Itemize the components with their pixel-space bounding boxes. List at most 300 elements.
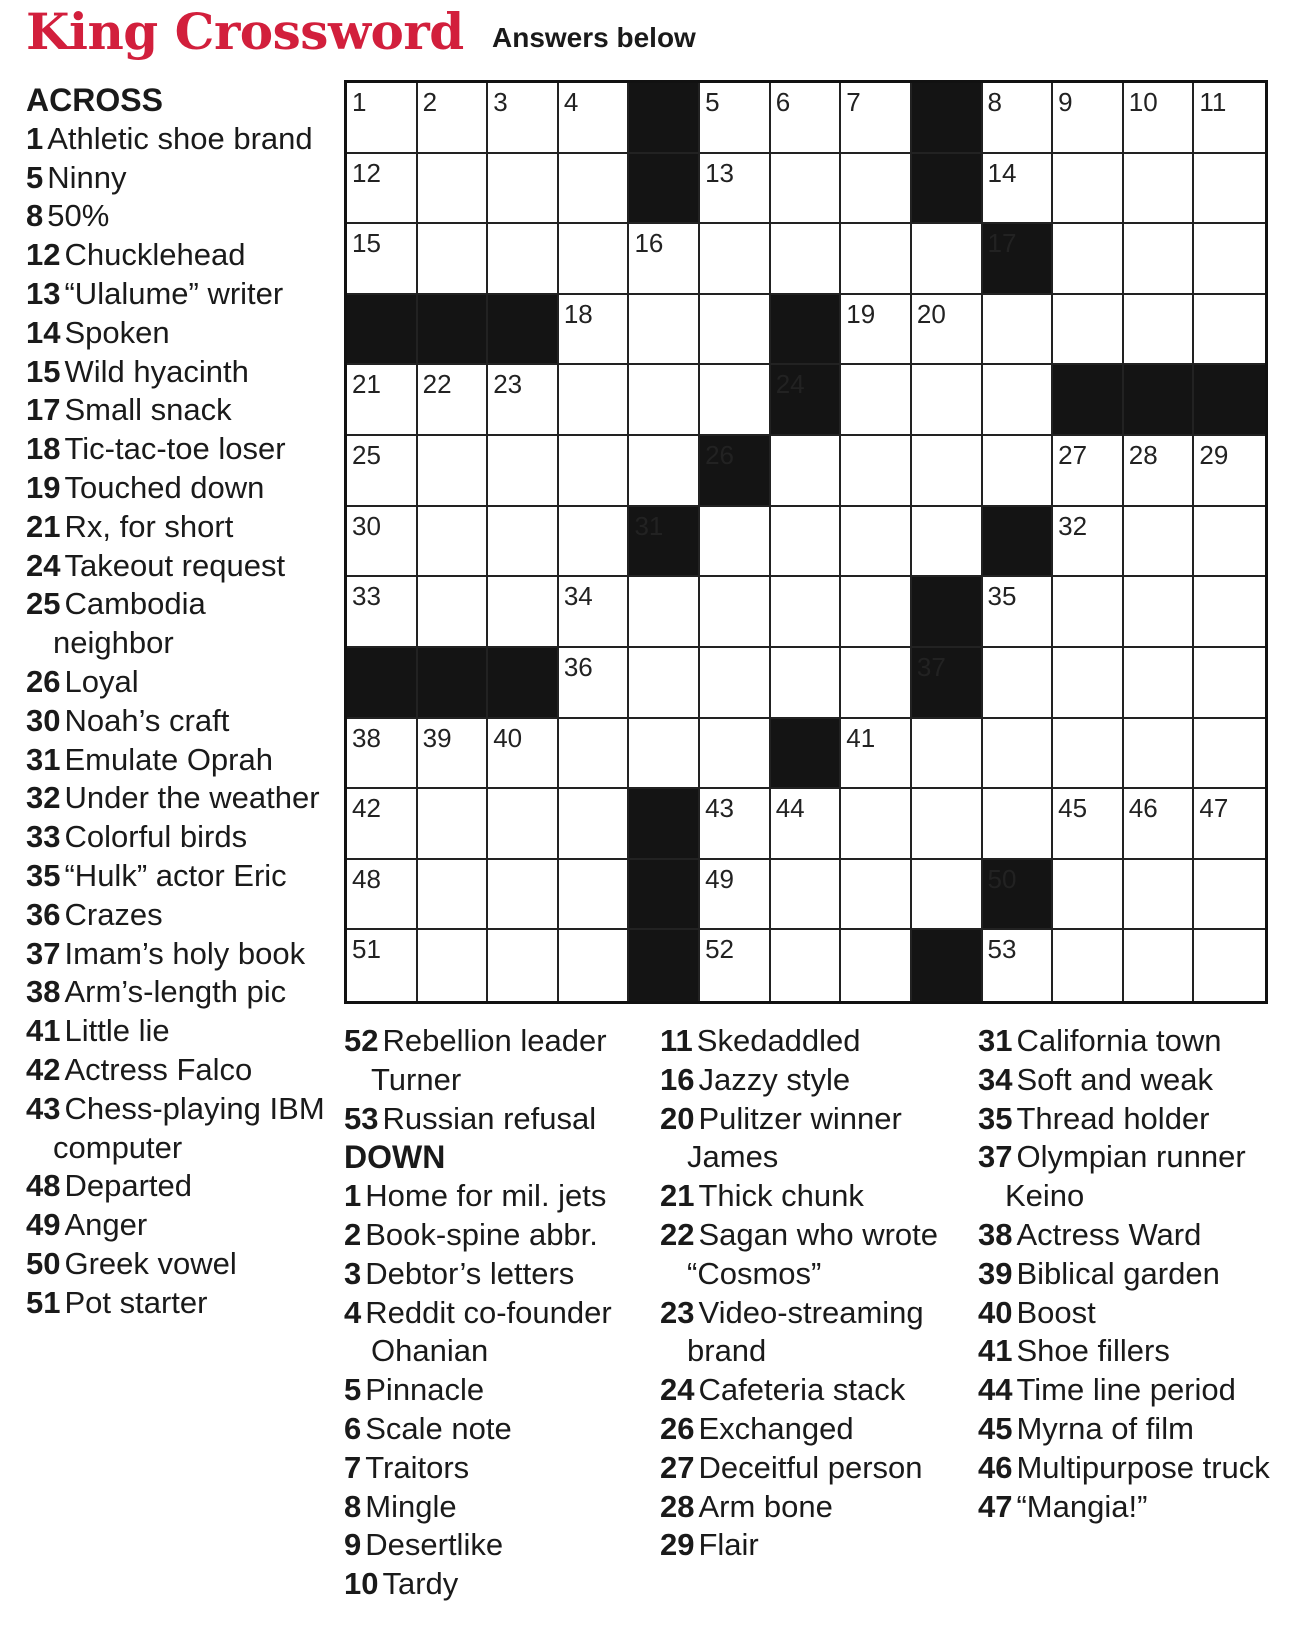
clue-text: Emulate Oprah	[64, 741, 273, 777]
clue-number: 11	[660, 1023, 693, 1058]
grid-cell[interactable]	[771, 436, 842, 507]
clue-number: 50	[26, 1245, 61, 1281]
clue-number: 10	[344, 1566, 379, 1602]
clue-item	[26, 430, 326, 469]
clue-item	[344, 1177, 644, 1216]
grid-cell[interactable]	[347, 83, 418, 154]
cell-number: 35	[987, 581, 1017, 612]
clue-item	[26, 896, 326, 935]
grid-cell[interactable]	[629, 436, 700, 507]
clue-number: 47	[978, 1488, 1013, 1524]
grid-cell[interactable]	[347, 224, 418, 295]
black-square	[983, 224, 1054, 295]
grid-cell[interactable]	[1194, 719, 1265, 790]
grid-cell[interactable]	[418, 224, 489, 295]
grid-cell[interactable]	[418, 719, 489, 790]
clue-column-3	[660, 1022, 960, 1565]
black-square	[771, 719, 842, 790]
clue-text: Jazzy style	[698, 1061, 851, 1097]
grid-cell[interactable]	[1053, 436, 1124, 507]
clue-item	[26, 779, 326, 818]
grid-cell[interactable]	[1124, 577, 1195, 648]
cell-number: 26	[705, 440, 734, 471]
cell-number: 33	[352, 581, 381, 612]
clue-number: 31	[26, 741, 61, 777]
grid-cell[interactable]	[347, 789, 418, 860]
cell-number: 31	[634, 510, 664, 541]
clue-number: 27	[660, 1449, 695, 1485]
clue-number: 45	[978, 1410, 1013, 1446]
black-square	[700, 436, 771, 507]
grid-cell[interactable]	[771, 507, 842, 578]
clue-item	[26, 1051, 326, 1090]
grid-cell[interactable]	[559, 507, 630, 578]
clue-item	[26, 1167, 326, 1206]
grid-cell[interactable]	[771, 648, 842, 719]
clue-number: 23	[660, 1294, 695, 1330]
clue-item	[660, 1294, 960, 1372]
grid-cell[interactable]	[1053, 648, 1124, 719]
cell-number: 32	[1058, 510, 1088, 541]
clue-item	[26, 353, 326, 392]
grid-cell[interactable]	[629, 719, 700, 790]
grid-cell[interactable]	[700, 365, 771, 436]
grid-cell[interactable]	[912, 507, 983, 578]
grid-cell[interactable]	[418, 930, 489, 1001]
clue-item	[26, 857, 326, 896]
grid-cell[interactable]	[559, 154, 630, 225]
clue-text: Imam’s holy book	[64, 935, 306, 971]
grid-cell[interactable]	[1124, 789, 1195, 860]
grid-cell[interactable]	[1194, 930, 1265, 1001]
black-square	[983, 860, 1054, 931]
grid-cell[interactable]	[841, 507, 912, 578]
clue-item	[344, 1255, 644, 1294]
cell-number: 15	[352, 228, 381, 259]
grid-cell[interactable]	[347, 507, 418, 578]
cell-number: 27	[1058, 440, 1088, 471]
clue-text: Video-streaming brand	[687, 1294, 924, 1369]
cell-number: 41	[846, 722, 876, 753]
clue-text: Biblical garden	[1016, 1255, 1220, 1291]
clue-item	[26, 1012, 326, 1051]
grid-cell[interactable]	[418, 365, 489, 436]
grid-cell[interactable]	[841, 295, 912, 366]
clue-item	[26, 469, 326, 508]
grid-cell[interactable]	[629, 577, 700, 648]
cell-number: 9	[1058, 87, 1073, 117]
grid-cell[interactable]	[1124, 719, 1195, 790]
cell-number: 43	[705, 793, 734, 824]
grid-cell[interactable]	[912, 719, 983, 790]
grid-cell[interactable]	[418, 860, 489, 931]
clue-item	[344, 1410, 644, 1449]
grid-cell[interactable]	[841, 648, 912, 719]
grid-cell[interactable]	[1194, 789, 1265, 860]
grid-cell[interactable]	[488, 719, 559, 790]
clue-text: Home for mil. jets	[365, 1178, 607, 1214]
clue-text: Small snack	[64, 392, 232, 428]
clue-item	[978, 1332, 1298, 1371]
grid-cell[interactable]	[841, 789, 912, 860]
clue-item	[26, 818, 326, 857]
black-square	[347, 648, 418, 719]
clue-item	[978, 1488, 1298, 1527]
grid-cell[interactable]	[1194, 436, 1265, 507]
grid-cell[interactable]	[1194, 577, 1265, 648]
clue-item	[26, 702, 326, 741]
grid-cell[interactable]	[983, 930, 1054, 1001]
grid-cell[interactable]	[983, 577, 1054, 648]
grid-cell[interactable]	[700, 83, 771, 154]
clue-text: Loyal	[64, 663, 139, 699]
grid-cell[interactable]	[488, 154, 559, 225]
clue-text: Sagan who wrote “Cosmos”	[687, 1216, 939, 1291]
clue-text: Under the weather	[64, 780, 320, 816]
black-square	[488, 648, 559, 719]
clue-number: 14	[26, 314, 61, 350]
clue-number: 37	[26, 935, 61, 971]
grid-cell[interactable]	[1124, 154, 1195, 225]
grid-cell[interactable]	[629, 224, 700, 295]
grid-cell[interactable]	[912, 436, 983, 507]
clue-number: 19	[26, 469, 61, 505]
grid-cell[interactable]	[1124, 224, 1195, 295]
grid-cell[interactable]	[841, 577, 912, 648]
grid-cell[interactable]	[912, 295, 983, 366]
grid-cell[interactable]	[771, 789, 842, 860]
grid-cell[interactable]	[771, 930, 842, 1001]
clue-text: Little lie	[64, 1013, 170, 1049]
clue-text: Desertlike	[365, 1527, 504, 1563]
grid-cell[interactable]	[1053, 507, 1124, 578]
grid-cell[interactable]	[771, 860, 842, 931]
clue-item	[660, 1526, 960, 1565]
grid-cell[interactable]	[771, 154, 842, 225]
cell-number: 22	[422, 369, 452, 400]
clue-number: 26	[26, 663, 61, 699]
grid-cell[interactable]	[912, 365, 983, 436]
grid-cell[interactable]	[1053, 930, 1124, 1001]
grid-cell[interactable]	[700, 295, 771, 366]
clue-number: 9	[344, 1527, 362, 1563]
grid-cell[interactable]	[629, 648, 700, 719]
cell-number: 29	[1199, 440, 1229, 471]
clue-text: 50%	[47, 198, 110, 234]
grid-cell[interactable]	[1194, 507, 1265, 578]
clue-item	[26, 547, 326, 586]
grid-cell[interactable]	[1124, 295, 1195, 366]
grid-cell[interactable]	[418, 83, 489, 154]
grid-cell[interactable]	[1194, 860, 1265, 931]
black-square	[912, 930, 983, 1001]
grid-cell[interactable]	[841, 83, 912, 154]
grid-cell[interactable]	[1124, 648, 1195, 719]
grid-cell[interactable]	[983, 295, 1054, 366]
clue-item	[26, 1284, 326, 1323]
clue-item	[660, 1449, 960, 1488]
grid-cell[interactable]	[559, 365, 630, 436]
black-square	[912, 577, 983, 648]
cell-number: 13	[705, 157, 734, 188]
grid-cell[interactable]	[841, 436, 912, 507]
grid-cell[interactable]	[488, 436, 559, 507]
grid-cell[interactable]	[1053, 860, 1124, 931]
cell-number: 42	[352, 793, 381, 824]
clue-text: Multipurpose truck	[1016, 1449, 1270, 1485]
clue-number: 8	[26, 198, 44, 234]
clue-item	[26, 314, 326, 353]
clue-text: Pulitzer winner James	[687, 1100, 902, 1175]
clue-text: Takeout request	[64, 547, 286, 583]
grid-cell[interactable]	[559, 648, 630, 719]
clue-text: Touched down	[64, 469, 265, 505]
clue-item	[26, 159, 326, 198]
clue-text: Book-spine abbr.	[365, 1216, 598, 1252]
grid-cell[interactable]	[1053, 154, 1124, 225]
clue-text: Debtor’s letters	[365, 1255, 575, 1291]
clue-item	[978, 1022, 1298, 1061]
grid-cell[interactable]	[488, 365, 559, 436]
grid-cell[interactable]	[1053, 719, 1124, 790]
clue-number: 33	[26, 819, 61, 855]
grid-cell[interactable]	[347, 577, 418, 648]
grid-cell[interactable]	[700, 154, 771, 225]
clue-item	[26, 391, 326, 430]
cell-number: 40	[493, 722, 523, 753]
clue-text: Thread holder	[1016, 1100, 1210, 1136]
grid-cell[interactable]	[1053, 295, 1124, 366]
clue-number: 2	[344, 1216, 362, 1252]
grid-cell[interactable]	[771, 224, 842, 295]
clue-text: Mingle	[365, 1488, 457, 1524]
clue-text: Tic-tac-toe loser	[64, 431, 286, 467]
clue-text: Ninny	[47, 159, 127, 195]
grid-cell[interactable]	[1053, 83, 1124, 154]
grid-cell[interactable]	[347, 154, 418, 225]
clue-number: 8	[344, 1488, 362, 1524]
grid-cell[interactable]	[559, 930, 630, 1001]
clue-item	[978, 1061, 1298, 1100]
grid-cell[interactable]	[700, 577, 771, 648]
cell-number: 52	[705, 934, 734, 965]
clue-item	[26, 973, 326, 1012]
clue-number: 28	[660, 1488, 695, 1524]
clue-number: 46	[978, 1449, 1013, 1485]
grid-cell[interactable]	[983, 154, 1054, 225]
cell-number: 17	[987, 228, 1017, 259]
grid-cell[interactable]	[700, 224, 771, 295]
grid-cell[interactable]	[488, 789, 559, 860]
grid-cell[interactable]	[700, 930, 771, 1001]
grid-cell[interactable]	[912, 860, 983, 931]
grid-cell[interactable]	[841, 365, 912, 436]
clue-item	[344, 1100, 644, 1139]
grid-cell[interactable]	[700, 507, 771, 578]
clue-column-2	[344, 1022, 644, 1604]
grid-cell[interactable]	[1194, 83, 1265, 154]
clue-text: Noah’s craft	[64, 702, 230, 738]
grid-cell[interactable]	[347, 930, 418, 1001]
grid-cell[interactable]	[1194, 295, 1265, 366]
cell-number: 10	[1128, 87, 1158, 117]
clue-text: Actress Falco	[64, 1051, 253, 1087]
grid-cell[interactable]	[559, 295, 630, 366]
cell-number: 39	[422, 722, 452, 753]
cell-number: 49	[705, 863, 734, 894]
grid-cell[interactable]	[559, 577, 630, 648]
grid-cell[interactable]	[771, 83, 842, 154]
down-header: DOWN	[344, 1139, 446, 1176]
grid-cell[interactable]	[841, 154, 912, 225]
grid-cell[interactable]	[983, 365, 1054, 436]
clue-number: 48	[26, 1168, 61, 1204]
clue-number: 41	[978, 1333, 1013, 1369]
grid-cell[interactable]	[841, 930, 912, 1001]
grid-cell[interactable]	[418, 789, 489, 860]
clue-text: Arm bone	[698, 1488, 833, 1524]
grid-cell[interactable]	[559, 83, 630, 154]
grid-cell[interactable]	[418, 577, 489, 648]
grid-cell[interactable]	[1053, 224, 1124, 295]
grid-cell[interactable]	[418, 507, 489, 578]
clue-number: 41	[26, 1013, 61, 1049]
grid-cell[interactable]	[488, 930, 559, 1001]
clue-number: 31	[978, 1023, 1013, 1058]
clue-number: 16	[660, 1061, 695, 1097]
grid-cell[interactable]	[488, 507, 559, 578]
grid-cell[interactable]	[418, 436, 489, 507]
grid-cell[interactable]	[700, 719, 771, 790]
clue-number: 18	[26, 431, 61, 467]
clue-item	[660, 1177, 960, 1216]
grid-cell[interactable]	[1124, 83, 1195, 154]
grid-cell[interactable]	[347, 719, 418, 790]
grid-cell[interactable]	[912, 789, 983, 860]
grid-cell[interactable]	[1194, 648, 1265, 719]
clue-item	[660, 1100, 960, 1178]
cell-number: 2	[422, 87, 438, 117]
grid-cell[interactable]	[841, 224, 912, 295]
clue-number: 42	[26, 1051, 61, 1087]
grid-cell[interactable]	[488, 860, 559, 931]
grid-cell[interactable]	[418, 154, 489, 225]
grid-cell[interactable]	[1124, 436, 1195, 507]
black-square	[983, 507, 1054, 578]
clue-item	[26, 508, 326, 547]
cell-number: 28	[1128, 440, 1158, 471]
grid-cell[interactable]	[1053, 577, 1124, 648]
clue-text: Chess-playing IBM computer	[53, 1090, 325, 1165]
grid-cell[interactable]	[559, 789, 630, 860]
clue-item	[660, 1216, 960, 1294]
grid-cell[interactable]	[912, 224, 983, 295]
grid-cell[interactable]	[1194, 154, 1265, 225]
clue-column-4	[978, 1022, 1298, 1526]
cell-number: 18	[563, 298, 593, 329]
grid-cell[interactable]	[841, 719, 912, 790]
black-square	[771, 365, 842, 436]
black-square	[418, 295, 489, 366]
cell-number: 8	[987, 87, 1002, 117]
clue-text: Russian refusal	[382, 1100, 597, 1136]
clue-number: 5	[344, 1372, 362, 1408]
cell-number: 48	[352, 863, 381, 894]
grid-cell[interactable]	[1124, 860, 1195, 931]
grid-cell[interactable]	[1053, 789, 1124, 860]
clue-number: 34	[978, 1061, 1013, 1097]
grid-cell[interactable]	[1194, 224, 1265, 295]
clue-text: Thick chunk	[698, 1178, 864, 1214]
grid-cell[interactable]	[629, 365, 700, 436]
clue-item	[660, 1410, 960, 1449]
grid-cell[interactable]	[841, 860, 912, 931]
grid-cell[interactable]	[700, 648, 771, 719]
grid-cell[interactable]	[983, 436, 1054, 507]
grid-cell[interactable]	[700, 789, 771, 860]
grid-cell[interactable]	[1124, 507, 1195, 578]
grid-cell[interactable]	[771, 577, 842, 648]
grid-cell[interactable]	[347, 436, 418, 507]
grid-cell[interactable]	[983, 648, 1054, 719]
clue-item	[344, 1565, 644, 1604]
grid-cell[interactable]	[559, 436, 630, 507]
grid-cell[interactable]	[488, 224, 559, 295]
cell-number: 12	[352, 157, 381, 188]
black-square	[347, 295, 418, 366]
black-square	[1124, 365, 1195, 436]
clue-item	[660, 1061, 960, 1100]
grid-cell[interactable]	[347, 365, 418, 436]
clue-text: Shoe fillers	[1016, 1333, 1170, 1369]
cell-number: 4	[563, 87, 579, 117]
clue-number: 15	[26, 353, 61, 389]
clue-number: 21	[26, 508, 61, 544]
clue-text: Rx, for short	[64, 508, 234, 544]
clue-number: 38	[978, 1216, 1013, 1252]
clue-text: Pinnacle	[365, 1372, 485, 1408]
grid-cell[interactable]	[347, 860, 418, 931]
grid-cell[interactable]	[983, 789, 1054, 860]
grid-cell[interactable]	[983, 719, 1054, 790]
clue-text: Crazes	[64, 896, 163, 932]
clue-text: Cambodia neighbor	[53, 586, 206, 661]
grid-cell[interactable]	[629, 295, 700, 366]
grid-cell[interactable]	[1124, 930, 1195, 1001]
clue-number: 5	[26, 159, 44, 195]
grid-cell[interactable]	[983, 83, 1054, 154]
cell-number: 51	[352, 934, 381, 965]
clue-number: 26	[660, 1410, 695, 1446]
clue-item	[978, 1138, 1298, 1216]
grid-cell[interactable]	[488, 577, 559, 648]
grid-cell[interactable]	[559, 860, 630, 931]
clue-number: 35	[978, 1100, 1013, 1136]
grid-cell[interactable]	[559, 224, 630, 295]
clue-text: Myrna of film	[1016, 1410, 1194, 1446]
clue-item	[344, 1294, 644, 1372]
clue-number: 51	[26, 1284, 61, 1320]
black-square	[488, 295, 559, 366]
grid-cell[interactable]	[559, 719, 630, 790]
clue-item	[660, 1371, 960, 1410]
clue-number: 37	[978, 1139, 1013, 1175]
clue-number: 39	[978, 1255, 1013, 1291]
cell-number: 30	[352, 510, 381, 541]
clue-text: Anger	[64, 1207, 148, 1243]
grid-cell[interactable]	[700, 860, 771, 931]
grid-cell[interactable]	[488, 83, 559, 154]
